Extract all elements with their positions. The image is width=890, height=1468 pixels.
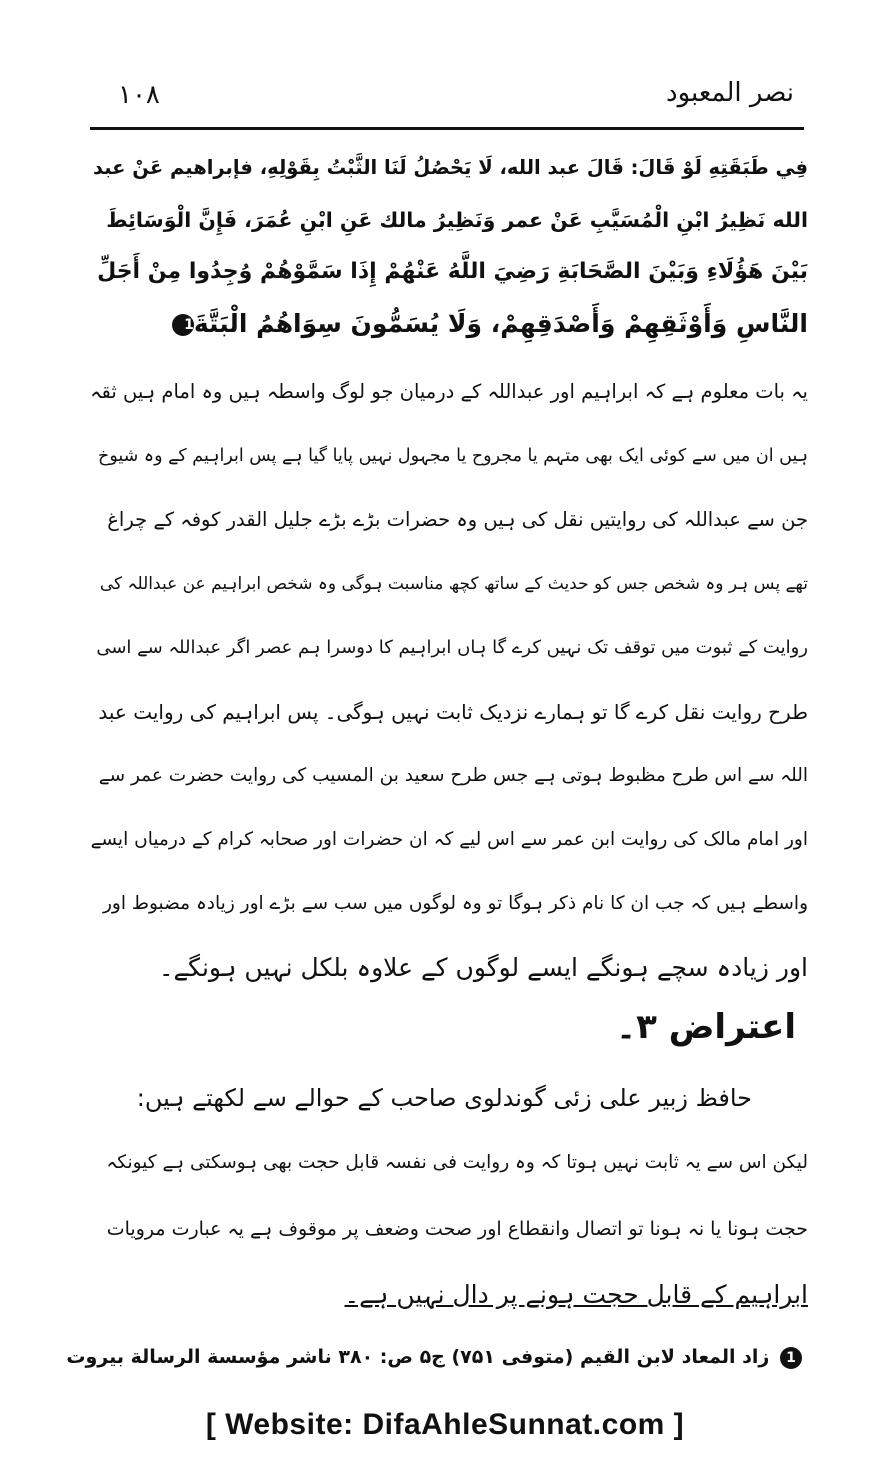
arabic-line: بَيْنَ هَؤُلَاءِ وَبَيْنَ الصَّحَابَةِ رَضِيَ اللَّهُ عَنْهُمْ إِذَا سَمَّوْهُمْ وُجِدُوا مِنْ أَجَلِّ <box>97 259 808 284</box>
urdu-line: اللہ سے اس طرح مظبوط ہوتی ہے جس طرح سعید بن المسیب کی روایت حضرت عمر سے <box>98 765 808 786</box>
footnote <box>66 1346 802 1369</box>
arabic-line: فِي طَبَقَتِهِ لَوْ قَالَ: قَالَ عبد الله، لَا يَحْصُلُ لَنَا الثَّبْتُ بِقَوْلِهِ، فإبراهيم عَنْ عبد <box>92 156 808 179</box>
running-header-title: نصر المعبود <box>666 78 794 108</box>
arabic-quote <box>90 142 808 350</box>
objection-intro: حافظ زبیر علی زئی گوندلوی صاحب کے حوالے سے لکھتے ہیں: <box>136 1084 752 1112</box>
arabic-line: الله نَظِيرُ ابْنِ الْمُسَيَّبِ عَنْ عمر وَنَظِيرُ مالك عَنِ ابْنِ عُمَرَ، فَإِنَّ الْوَسَائِطَ <box>106 208 808 232</box>
website-banner: [ Website: DifaAhleSunnat.com ] <box>205 1408 685 1441</box>
objection-heading: اعتراض ۳۔ <box>616 1007 796 1047</box>
urdu-line: ہیں ان میں سے کوئی ایک بھی متہم یا مجروح یا مجہول نہیں پایا گیا ہے پس ابراہیم کے وہ شیوخ <box>98 446 808 466</box>
quote-line: حجت ہونا یا نہ ہونا تو اتصال وانقطاع اور صحت وضعف پر موقوف ہے یہ عبارت مرویات <box>106 1218 808 1240</box>
footnote-marker: 1 <box>172 314 194 336</box>
urdu-line: واسطے ہیں کہ جب ان کا نام ذکر ہوگا تو وہ لوگوں میں سب سے بڑے اور زیادہ مضبوط اور <box>103 893 808 914</box>
urdu-paragraph <box>90 360 808 1000</box>
objection-quote <box>90 1130 808 1328</box>
urdu-line: طرح روایت نقل کرے گا تو ہمارے نزدیک ثابت نہیں ہوگی۔ پس ابراہیم کی روایت عبد <box>98 700 808 724</box>
quote-line-last <box>90 1262 808 1328</box>
footnote-text: زاد المعاد لابن القيم (متوفى ۷۵۱) ج۵ ص: ۳۸۰ ناشر مؤسسة الرسالة بيروت <box>66 1346 770 1368</box>
header-rule <box>90 127 804 130</box>
page-number: ۱۰۸ <box>118 80 160 110</box>
arabic-line-text: النَّاسِ وَأَوْثَقِهِمْ وَأَصْدَقِهِمْ، وَلَا يُسَمُّونَ سِوَاهُمُ الْبَتَّةَ <box>193 309 808 338</box>
urdu-line: یہ بات معلوم ہے کہ ابراہیم اور عبداللہ کے درمیان جو لوگ واسطہ ہیں وہ امام ہیں ثقہ <box>90 380 808 403</box>
quote-line: لیکن اس سے یہ ثابت نہیں ہوتا کہ وہ روایت فی نفسہ قابل حجت بھی ہوسکتی ہے کیونکہ <box>106 1152 808 1173</box>
urdu-line: اور امام مالک کی روایت ابن عمر سے اس لیے کہ ان حضرات اور صحابہ کرام کے درمیاں ایسے <box>90 829 808 850</box>
urdu-line: تھے پس ہر وہ شخص جس کو حدیث کے ساتھ کچھ مناسبت ہوگی وہ شخص ابراہیم عن عبداللہ کی <box>99 574 808 594</box>
urdu-line: جن سے عبداللہ کی روایتیں نقل کی ہیں وہ حضرات بڑے بڑے جلیل القدر کوفہ کے چراغ <box>107 508 808 531</box>
urdu-line: اور زیادہ سچے ہونگے ایسے لوگوں کے علاوہ بلکل نہیں ہونگے۔ <box>158 953 808 982</box>
urdu-line: روایت کے ثبوت میں توقف تک نہیں کرے گا ہاں ابراہیم کا دوسرا ہم عصر اگر عبداللہ سے اسی <box>96 637 808 658</box>
quote-underlined-text: ابراہیم کے قابل حجت ہونے پر دال نہیں ہے۔ <box>344 1280 808 1309</box>
arabic-line-last <box>90 298 808 350</box>
footnote-marker: 1 <box>780 1347 802 1369</box>
